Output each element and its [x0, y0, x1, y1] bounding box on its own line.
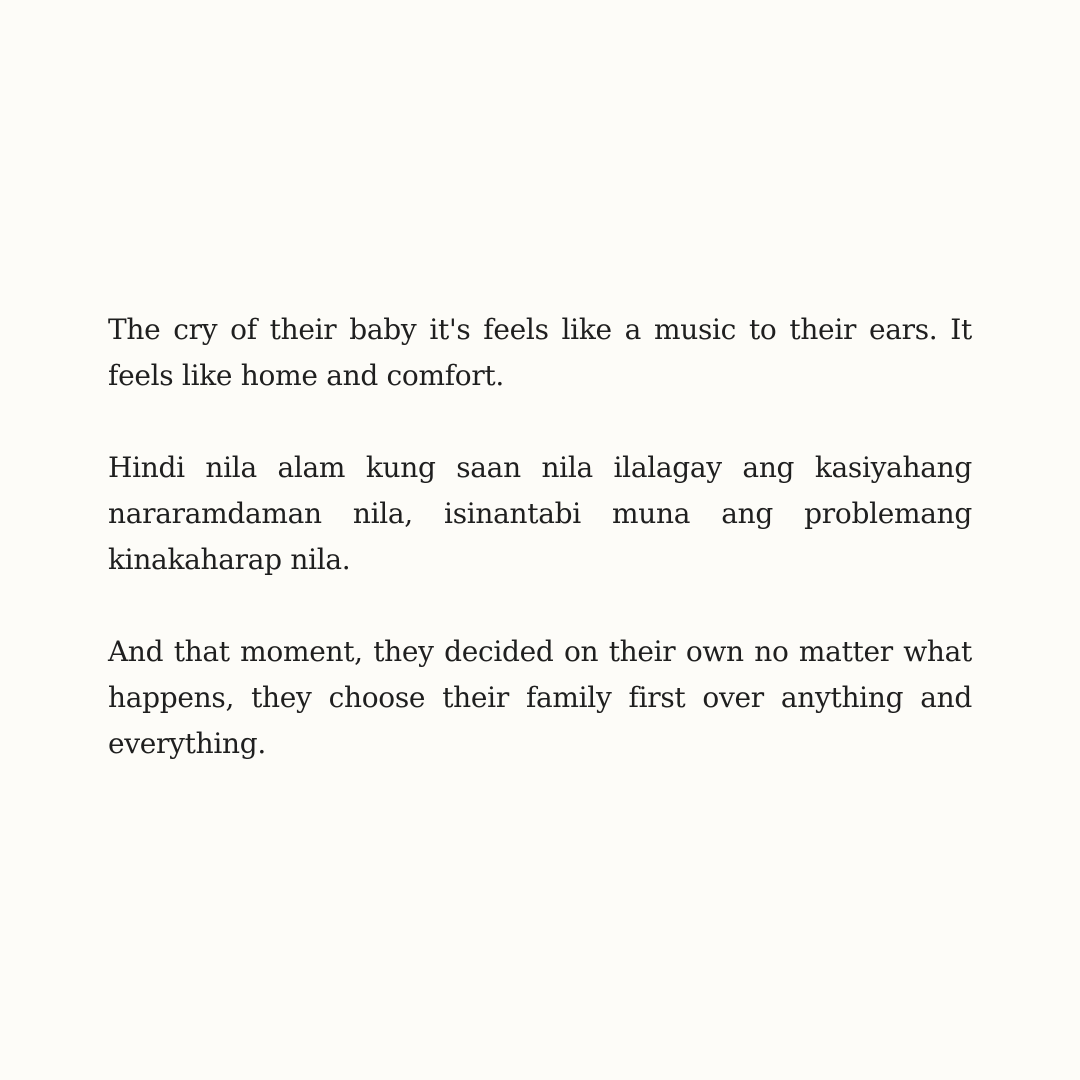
paragraph-family-first: And that moment, they decided on their own no matter what happens, they choose their family first over anything and everything. — [108, 635, 972, 760]
story-text-block — [108, 307, 972, 767]
paragraph-baby-cry: The cry of their baby it's feels like a music to their ears. It feels like home and comfort. — [108, 313, 972, 392]
paragraph-happiness: Hindi nila alam kung saan nila ilalagay ang kasiyahang nararamdaman nila, isinantabi muna ang problemang kinakaharap nila. — [108, 451, 972, 576]
